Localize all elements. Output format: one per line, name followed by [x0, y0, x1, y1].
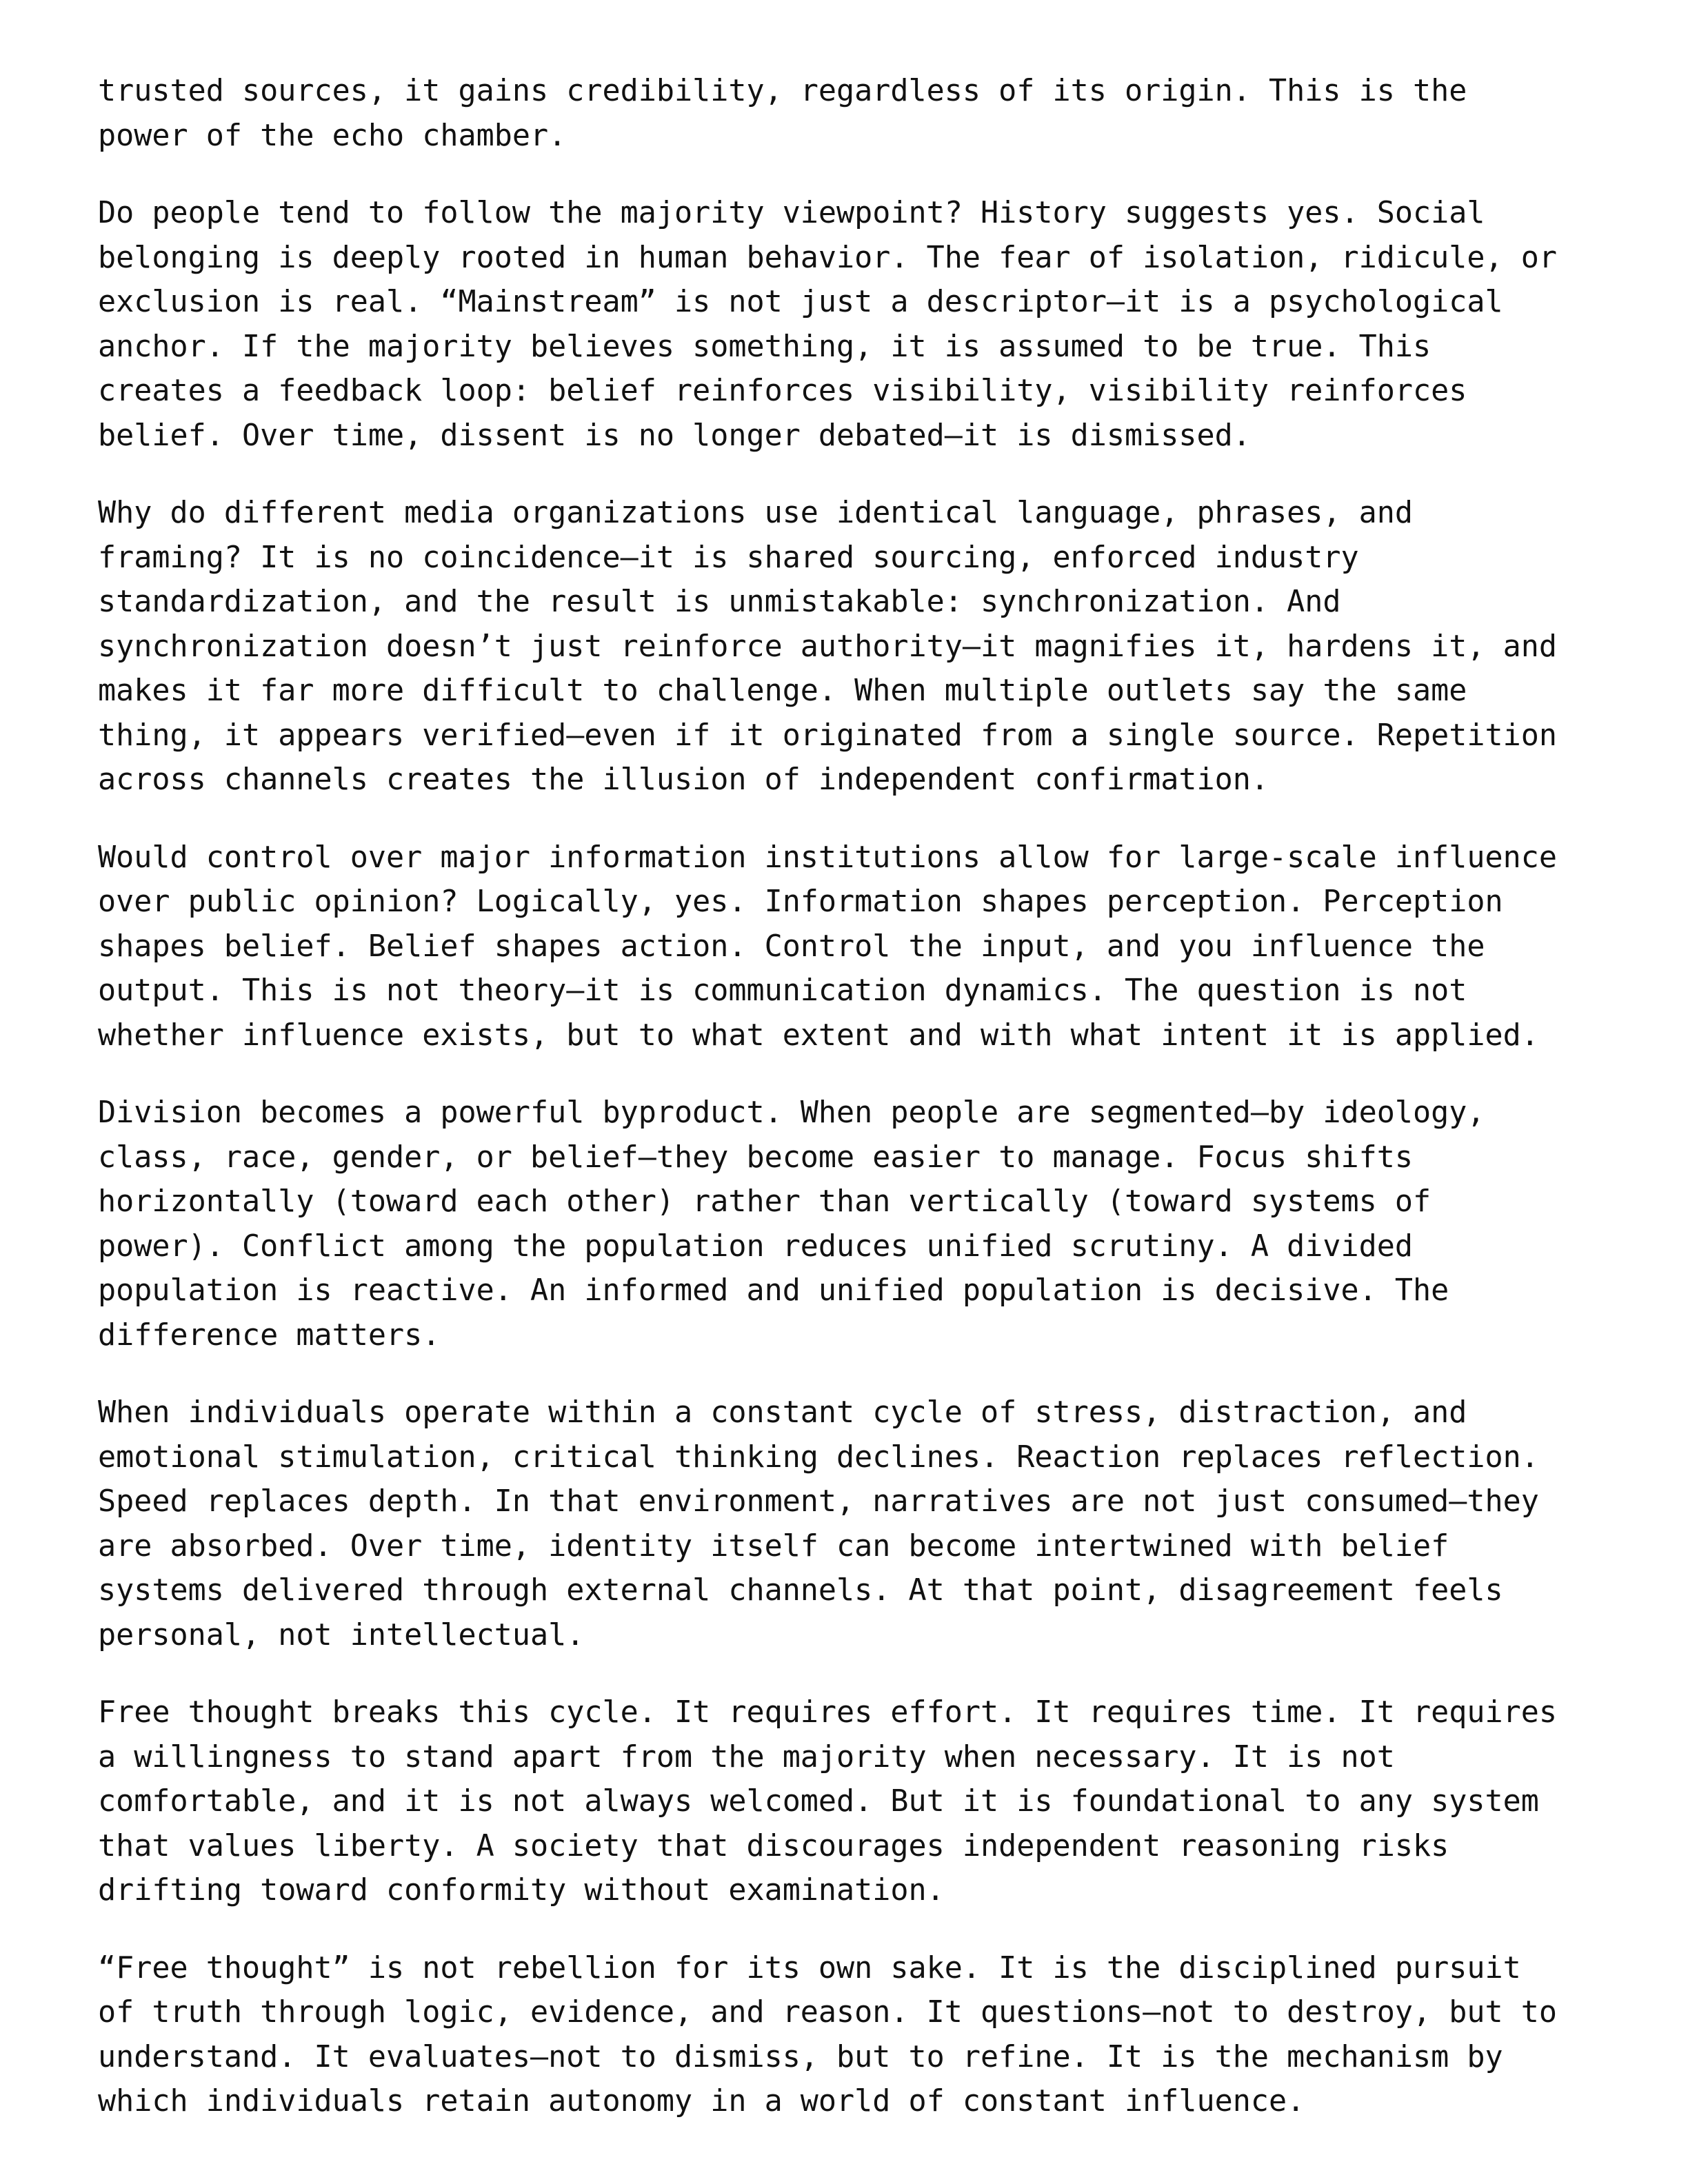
text-line: comfortable, and it is not always welcomed. But it is foundational to any system [98, 1784, 1539, 1819]
paragraph-echo-chamber [98, 69, 1615, 158]
text-line: drifting toward conformity without examination. [98, 1873, 945, 1908]
text-line: power of the echo chamber. [98, 118, 567, 153]
text-line: which individuals retain autonomy in a world of constant influence. [98, 2084, 1305, 2119]
text-line: Do people tend to follow the majority viewpoint? History suggests yes. Social [98, 196, 1485, 230]
text-line: of truth through logic, evidence, and reason. It questions—not to destroy, but to [98, 1995, 1557, 2030]
text-line: Why do different media organizations use identical language, phrases, and [98, 496, 1414, 530]
text-line: thing, it appears verified—even if it originated from a single source. Repetition [98, 718, 1557, 753]
paragraph-division [98, 1091, 1615, 1357]
text-line: output. This is not theory—it is communication dynamics. The question is not [98, 973, 1467, 1008]
text-line: power). Conflict among the population reduces unified scrutiny. A divided [98, 1228, 1414, 1264]
paragraph-stress-cycle [98, 1391, 1615, 1657]
text-line: that values liberty. A society that discourages independent reasoning risks [98, 1828, 1449, 1863]
document-page [98, 69, 1615, 2157]
text-line: Would control over major information institutions allow for large-scale influence [98, 840, 1557, 875]
paragraph-free-thought-definition [98, 1946, 1615, 2124]
text-line: belief. Over time, dissent is no longer debated—it is dismissed. [98, 418, 1251, 453]
text-line: standardization, and the result is unmistakable: synchronization. And [98, 585, 1341, 619]
text-line: creates a feedback loop: belief reinforces visibility, visibility reinforces [98, 374, 1467, 408]
paragraph-media-synchronization [98, 491, 1615, 802]
text-line: When individuals operate within a constant cycle of stress, distraction, and [98, 1395, 1467, 1430]
text-line: understand. It evaluates—not to dismiss, but to refine. It is the mechanism by [98, 2039, 1503, 2074]
text-line: trusted sources, it gains credibility, regardless of its origin. This is the [98, 74, 1467, 108]
text-line: personal, not intellectual. [98, 1617, 585, 1652]
text-line: belonging is deeply rooted in human behavior. The fear of isolation, ridicule, or [98, 240, 1557, 275]
text-line: Free thought breaks this cycle. It requires effort. It requires time. It requires [98, 1695, 1557, 1730]
text-line: a willingness to stand apart from the majority when necessary. It is not [98, 1739, 1395, 1775]
text-line: horizontally (toward each other) rather than vertically (toward systems of [98, 1184, 1431, 1219]
text-line: exclusion is real. “Mainstream” is not just a descriptor—it is a psychological [98, 285, 1503, 319]
text-line: Speed replaces depth. In that environment, narratives are not just consumed—they [98, 1484, 1539, 1519]
text-line: synchronization doesn’t just reinforce authority—it magnifies it, hardens it, and [98, 629, 1557, 664]
paragraph-majority-viewpoint [98, 191, 1615, 458]
text-line: systems delivered through external channels. At that point, disagreement feels [98, 1573, 1503, 1608]
text-line: whether influence exists, but to what extent and with what intent it is applied. [98, 1018, 1539, 1053]
text-line: are absorbed. Over time, identity itself can become intertwined with belief [98, 1528, 1449, 1564]
text-line: over public opinion? Logically, yes. Information shapes perception. Perception [98, 884, 1503, 919]
text-line: class, race, gender, or belief—they become easier to manage. Focus shifts [98, 1140, 1414, 1175]
text-line: population is reactive. An informed and unified population is decisive. The [98, 1273, 1449, 1308]
text-line: makes it far more difficult to challenge. When multiple outlets say the same [98, 674, 1467, 708]
text-line: anchor. If the majority believes something, it is assumed to be true. This [98, 329, 1431, 364]
paragraph-free-thought-breaks-cycle [98, 1690, 1615, 1913]
text-line: “Free thought” is not rebellion for its own sake. It is the disciplined pursuit [98, 1950, 1521, 1985]
paragraph-information-control [98, 836, 1615, 1058]
text-line: framing? It is no coincidence—it is shared sourcing, enforced industry [98, 540, 1359, 575]
text-line: Division becomes a powerful byproduct. When people are segmented—by ideology, [98, 1095, 1485, 1130]
text-line: across channels creates the illusion of independent confirmation. [98, 762, 1269, 797]
text-line: shapes belief. Belief shapes action. Control the input, and you influence the [98, 929, 1485, 964]
text-line: difference matters. [98, 1317, 441, 1353]
text-line: emotional stimulation, critical thinking declines. Reaction replaces reflection. [98, 1439, 1539, 1475]
